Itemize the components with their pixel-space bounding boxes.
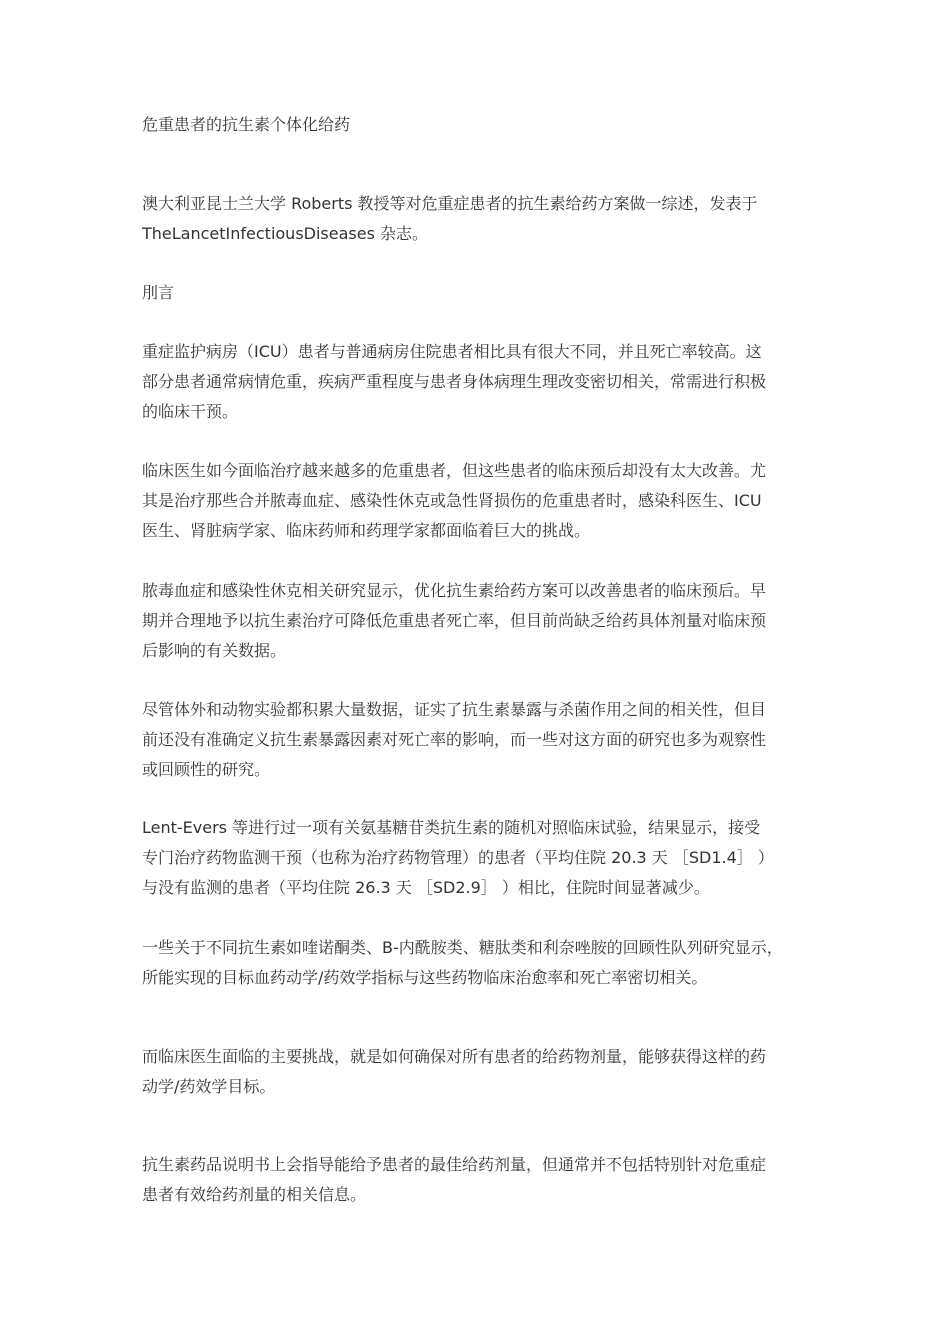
paragraph-clinical-challenges: 临床医生如今面临治疗越来越多的危重患者，但这些患者的临床预后却没有太大改善。尤 其是治疗那些合并脓毒血症、感染性休克或急性肾损伤的危重患者时，感染科医生、ICU 医生、肾脏病学家、临床药师和药理学家都面临着巨大的挑战。: [142, 461, 767, 540]
section-heading: 刖言: [142, 283, 175, 302]
intro-paragraph: 澳大利亚昆士兰大学 Roberts 教授等对危重症患者的抗生素给药方案做一综述，发表于 TheLancetInfectiousDiseases 杂志。: [142, 194, 758, 243]
paragraph-icu-patients: 重症监护病房（ICU）患者与普通病房住院患者相比具有很大不同，并且死亡率较高。这 部分患者通常病情危重，疾病严重程度与患者身体病理生理改变密切相关，常需进行积极 的临床干预。: [142, 342, 767, 421]
paragraph-experimental-data: 尽管体外和动物实验都积累大量数据，证实了抗生素暴露与杀菌作用之间的相关性，但目 前还没有准确定义抗生素暴露因素对死亡率的影响，而一些对这方面的研究也多为观察性 或回顾性的研究。: [142, 700, 767, 779]
paragraph-main-challenge: 而临床医生面临的主要挑战，就是如何确保对所有患者的给药物剂量，能够获得这样的药 动学/药效学目标。: [142, 1047, 767, 1096]
paragraph-cohort-studies: 一些关于不同抗生素如喹诺酮类、B-内酰胺类、糖肽类和利奈唑胺的回顾性队列研究显示， 所能实现的目标血药动学/药效学指标与这些药物临床治愈率和死亡率密切相关。: [142, 938, 783, 987]
paragraph-sepsis-research: 脓毒血症和感染性休克相关研究显示，优化抗生素给药方案可以改善患者的临床预后。早 期并合理地予以抗生素治疗可降低危重患者死亡率，但目前尚缺乏给药具体剂量对临床预 后影响的有关数据。: [142, 581, 767, 660]
paragraph-drug-labels: 抗生素药品说明书上会指导能给予患者的最佳给药剂量，但通常并不包括特别针对危重症 患者有效给药剂量的相关信息。: [142, 1155, 767, 1204]
paragraph-lent-evers-trial: Lent-Evers 等进行过一项有关氨基糖苷类抗生素的随机对照临床试验，结果显示，接受 专门治疗药物监测干预（也称为治疗药物管理）的患者（平均住院 20.3 天 ［SD1.4］ ） 与没有监测的患者（平均住院 26.3 天 ［SD2.9］ ）相比，住院时间显著减少。: [142, 818, 774, 897]
document-title: 危重患者的抗生素个体化给药: [142, 115, 351, 134]
